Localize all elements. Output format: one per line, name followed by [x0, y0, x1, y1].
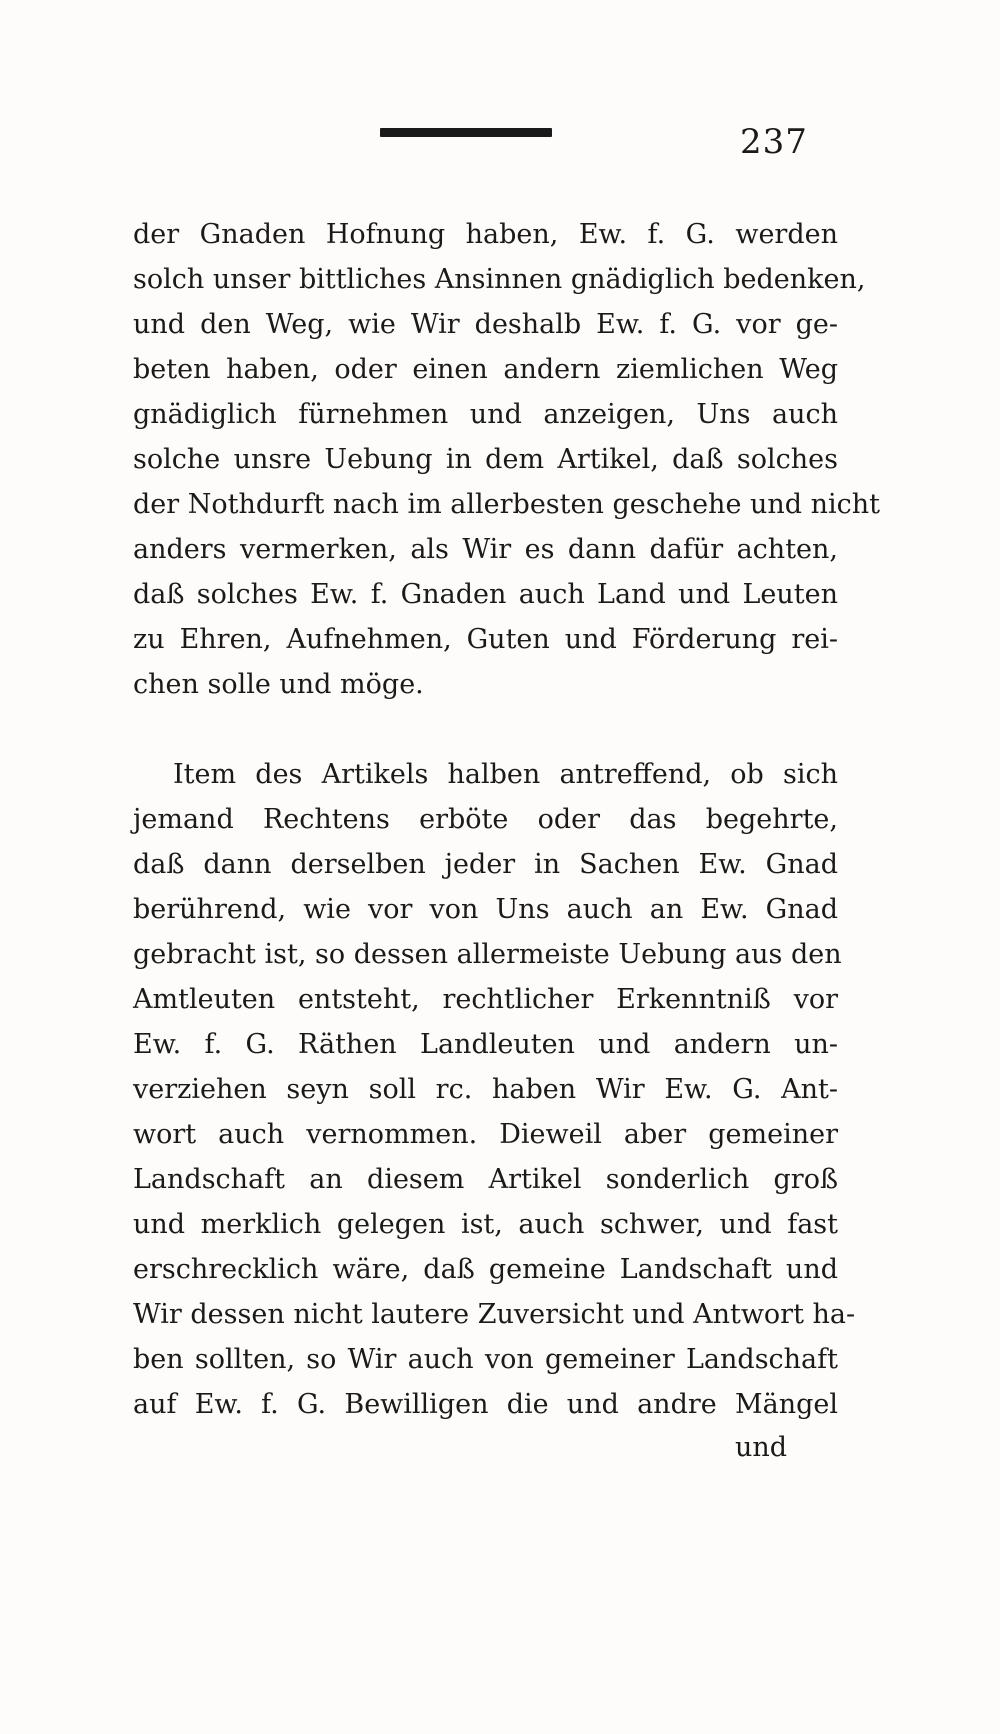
page-number: 237: [740, 122, 808, 162]
text-line: solch unser bittliches Ansinnen gnädiglich bedenken,: [133, 264, 866, 295]
text-line: beten haben, oder einen andern ziemlichen Weg: [133, 354, 838, 385]
text-line: Landschaft an diesem Artikel sonderlich groß: [133, 1164, 838, 1195]
text-line: und den Weg, wie Wir deshalb Ew. f. G. vor ge-: [133, 309, 838, 340]
text-line: gebracht ist, so dessen allermeiste Uebung aus den: [133, 939, 842, 970]
text-line: Wir dessen nicht lautere Zuversicht und Antwort ha-: [133, 1299, 856, 1330]
text-line: gnädiglich fürnehmen und anzeigen, Uns auch: [133, 399, 838, 430]
text-line: auf Ew. f. G. Bewilligen die und andre Mängel: [133, 1389, 838, 1420]
text-line: chen solle und möge.: [133, 669, 424, 700]
paragraph-1: [133, 212, 881, 707]
text-line: wort auch vernommen. Dieweil aber gemeiner: [133, 1119, 838, 1150]
header-rule: [380, 128, 552, 137]
text-line: berührend, wie vor von Uns auch an Ew. Gnad: [133, 894, 838, 925]
text-line: anders vermerken, als Wir es dann dafür achten,: [133, 534, 838, 565]
text-line: der Gnaden Hofnung haben, Ew. f. G. werden: [133, 219, 838, 250]
text-line: und merklich gelegen ist, auch schwer, und fast: [133, 1209, 838, 1240]
text-line: daß solches Ew. f. Gnaden auch Land und Leuten: [133, 579, 838, 610]
text-line: der Nothdurft nach im allerbesten geschehe und nicht: [133, 489, 881, 520]
paragraph-2: [133, 752, 856, 1427]
text-line: Ew. f. G. Räthen Landleuten und andern un-: [133, 1029, 838, 1060]
text-line: erschrecklich wäre, daß gemeine Landschaft und: [133, 1254, 838, 1285]
text-line: jemand Rechtens erböte oder das begehrte,: [133, 804, 838, 835]
text-line: verziehen seyn soll rc. haben Wir Ew. G. Ant-: [133, 1074, 838, 1105]
text-line: ben sollten, so Wir auch von gemeiner Landschaft: [133, 1344, 838, 1375]
text-line: Item des Artikels halben antreffend, ob sich: [173, 759, 838, 790]
text-line: zu Ehren, Aufnehmen, Guten und Förderung rei-: [133, 624, 838, 655]
catchword: und: [735, 1432, 788, 1463]
text-line: daß dann derselben jeder in Sachen Ew. Gnad: [133, 849, 838, 880]
text-line: Amtleuten entsteht, rechtlicher Erkenntniß vor: [133, 984, 838, 1015]
text-line: solche unsre Uebung in dem Artikel, daß solches: [133, 444, 838, 475]
